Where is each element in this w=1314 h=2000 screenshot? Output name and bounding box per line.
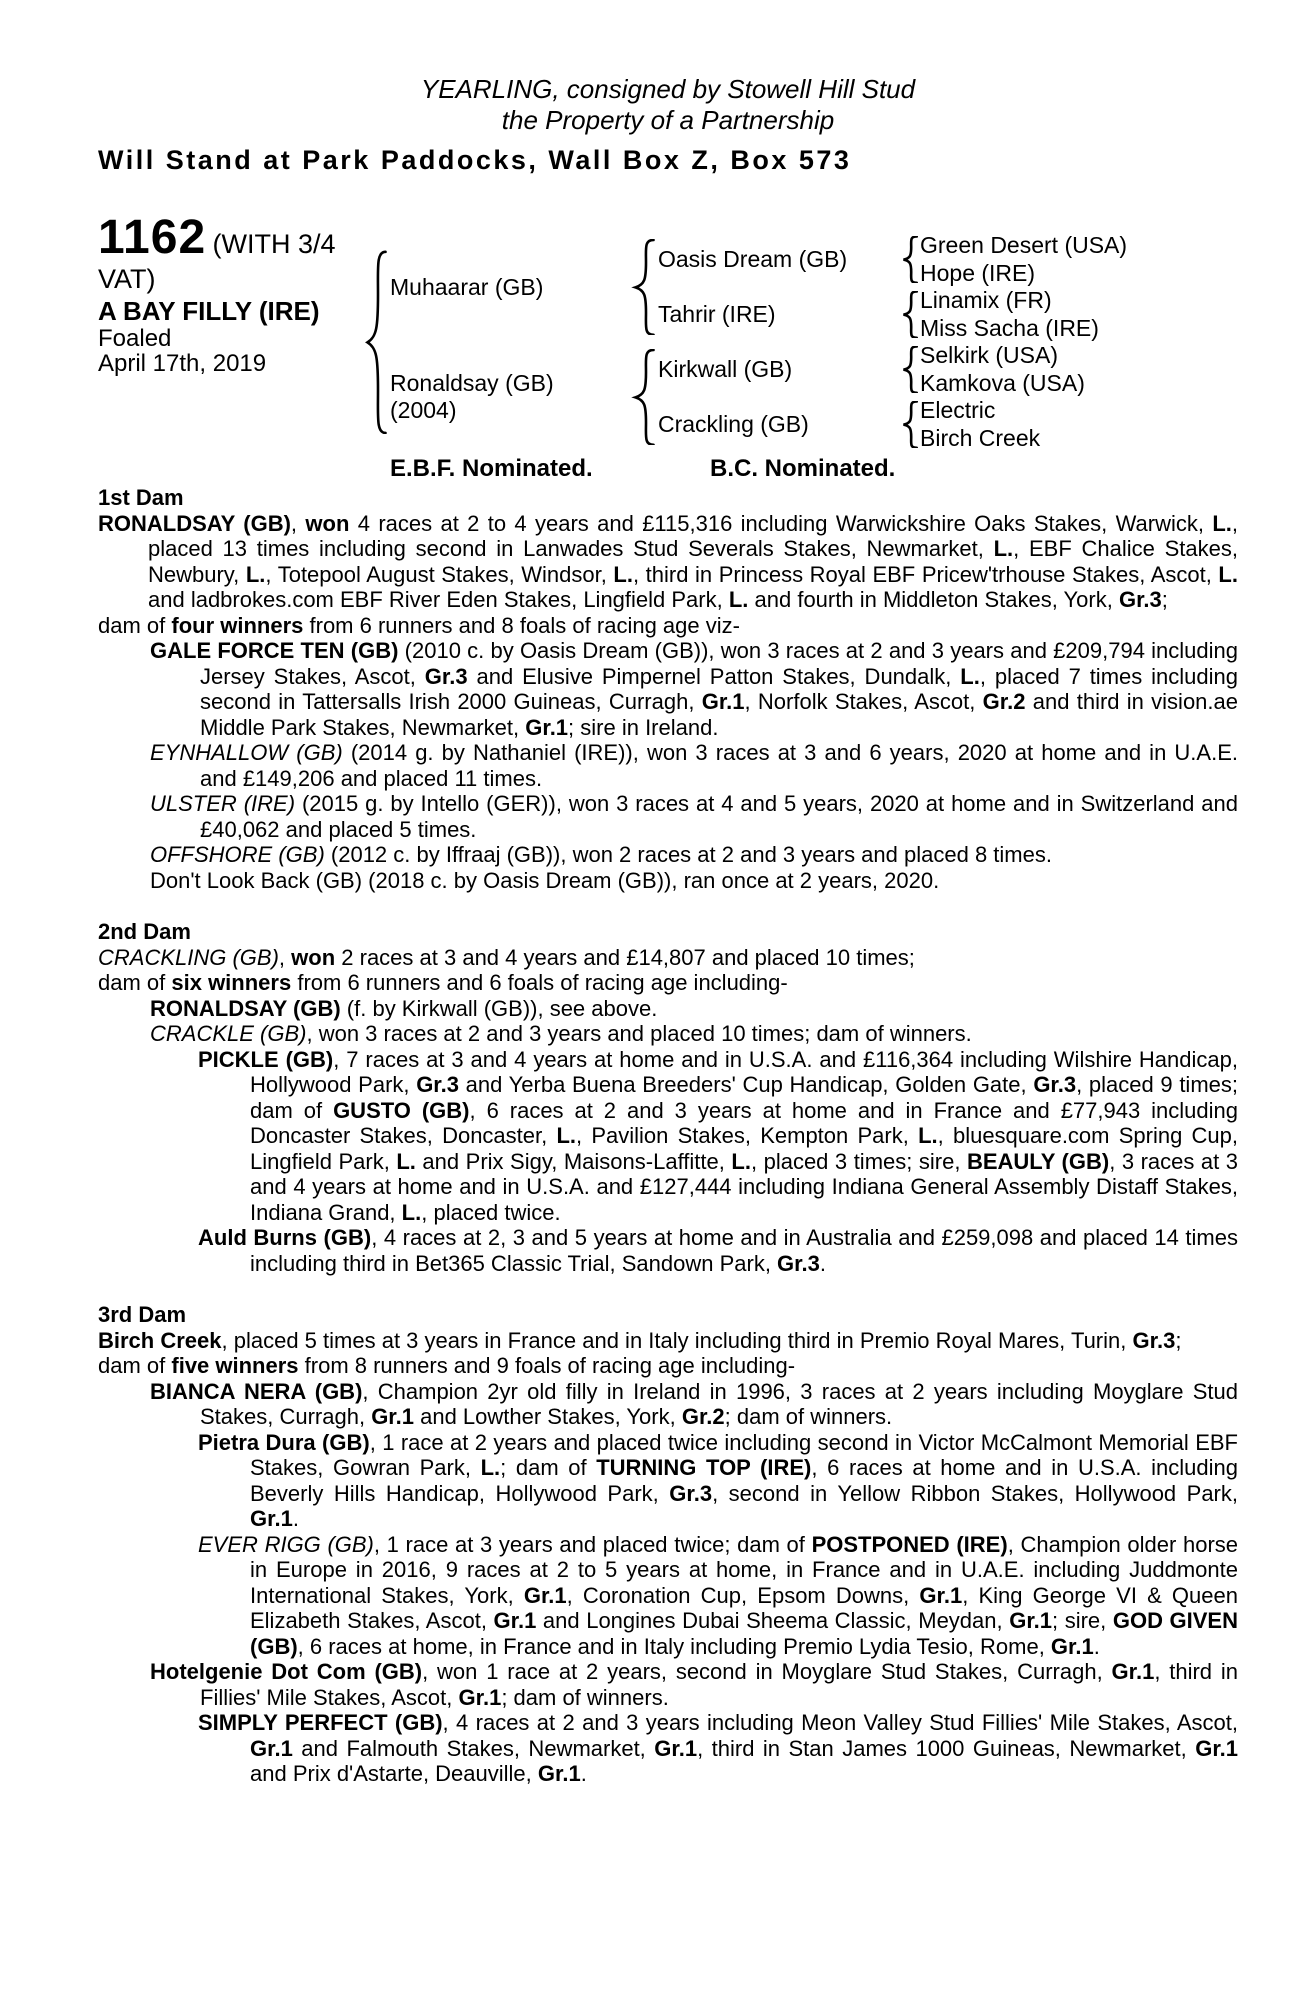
lot-number: 1162 xyxy=(98,211,207,264)
pedigree-brace-small-icon xyxy=(898,342,920,397)
grandsire-sire: Oasis Dream (GB) xyxy=(658,246,848,272)
pedigree-paragraph: Don't Look Back (GB) (2018 c. by Oasis Dream (GB)), ran once at 2 years, 2020. xyxy=(150,867,940,893)
pedigree-paragraph: dam of four winners from 6 runners and 8 foals of racing age viz- xyxy=(98,612,740,638)
pedigree-paragraph: Auld Burns (GB), 4 races at 2, 3 and 5 years at home and in Australia and £259,098 and placed 14 times including third in Bet365 Classic Trial, Sandown Park, Gr.3. xyxy=(198,1225,1238,1276)
pedigree-table xyxy=(98,211,1238,452)
foaled-label: Foaled xyxy=(98,325,172,353)
pedigree-paragraph: GALE FORCE TEN (GB) (2010 c. by Oasis Dream (GB)), won 3 races at 2 and 3 years and £209,794 including Jersey Stakes, Ascot, Gr.3 and Elusive Pimpernel Patton Stakes, Dundalk, L., placed 7 times including second in Tattersalls Irish 2000 Guineas, Curragh, Gr.1, Norfolk Stakes, Ascot, Gr.2 and third in vision.ae Middle Park Stakes, Newmarket, Gr.1; sire in Ireland. xyxy=(150,638,1238,740)
great-granddam: Miss Sacha (IRE) xyxy=(920,314,1099,341)
dam-name-block xyxy=(390,342,628,452)
dam-section-heading: 1st Dam xyxy=(98,485,184,510)
property-line: the Property of a Partnership xyxy=(501,105,835,135)
pedigree-paragraph: dam of six winners from 6 runners and 6 foals of racing age including- xyxy=(98,970,788,995)
pedigree-brace-small-icon xyxy=(898,397,920,452)
pedigree-paragraph: RONALDSAY (GB), won 4 races at 2 to 4 years and £115,316 including Warwickshire Oaks Stakes, Warwick, L., placed 13 times including second in Lanwades Stud Severals Stakes, Newmarket, L., EBF Chalice Stakes, Newbury, L., Totepool August Stakes, Windsor, L., third in Princess Royal EBF Pricew'trhouse Stakes, Ascot, L. and ladbrokes.com EBF River Eden Stakes, Lingfield Park, L. and fourth in Middleton Stakes, York, Gr.3; xyxy=(98,510,1239,612)
great-grandsire: Green Desert (USA) xyxy=(920,232,1128,258)
pedigree-brace-small-icon xyxy=(898,287,920,342)
pedigree-paragraph: BIANCA NERA (GB), Champion 2yr old filly in Ireland in 1996, 3 races at 2 years including Moyglare Stud Stakes, Curragh, Gr.1 and Lowther Stakes, York, Gr.2; dam of winners. xyxy=(150,1378,1238,1429)
pedigree-paragraph: EYNHALLOW (GB) (2014 g. by Nathaniel (IRE)), won 3 races at 3 and 6 years, 2020 at home and in U.A.E. and £149,206 and placed 11 times. xyxy=(150,740,1238,791)
dam-name: Ronaldsay (GB) xyxy=(390,369,554,396)
granddam-sire: Tahrir (IRE) xyxy=(658,301,776,327)
great-grandsire: Selkirk (USA) xyxy=(920,342,1059,368)
pedigree-paragraph: ULSTER (IRE) (2015 g. by Intello (GER)), won 3 races at 4 and 5 years, 2020 at home and in Switzerland and £40,062 and placed 5 times. xyxy=(150,791,1238,842)
pedigree-paragraph: RONALDSAY (GB) (f. by Kirkwall (GB)), see above. xyxy=(150,995,658,1021)
dam-section-heading: 2nd Dam xyxy=(98,919,191,944)
pedigree-paragraph: PICKLE (GB), 7 races at 3 and 4 years at home and in U.S.A. and £116,364 including Wilshire Handicap, Hollywood Park, Gr.3 and Yerba Buena Breeders' Cup Handicap, Golden Gate, Gr.3, placed 9 times; dam of GUSTO (GB), 6 races at 2 and 3 years at home and in France and £77,943 including Doncaster Stakes, Doncaster, L., Pavilion Stakes, Kempton Park, L., bluesquare.com Spring Cup, Lingfield Park, L. and Prix Sigy, Maisons-Laffitte, L., placed 3 times; sire, BEAULY (GB), 3 races at 3 and 4 years at home and in U.S.A. and £127,444 including Indiana General Assembly Distaff Stakes, Indiana Grand, L., placed twice. xyxy=(198,1046,1239,1225)
great-granddam: Hope (IRE) xyxy=(920,259,1036,286)
pedigree-paragraph: CRACKLING (GB), won 2 races at 3 and 4 years and £14,807 and placed 10 times; xyxy=(98,944,915,970)
pedigree-paragraph: Pietra Dura (GB), 1 race at 2 years and placed twice including second in Victor McCalmont Memorial EBF Stakes, Gowran Park, L.; dam of TURNING TOP (IRE), 6 races at home and in U.S.A. including Beverly Hills Handicap, Hollywood Park, Gr.3, second in Yellow Ribbon Stakes, Hollywood Park, Gr.1. xyxy=(198,1429,1239,1531)
granddam-dam: Crackling (GB) xyxy=(658,411,809,437)
great-grandsire: Electric xyxy=(920,397,996,423)
pedigree-brace-dam-icon xyxy=(628,342,658,452)
pedigree-paragraph: Birch Creek, placed 5 times at 3 years in France and in Italy including third in Premio Royal Mares, Turin, Gr.3; xyxy=(98,1327,1182,1353)
pedigree-paragraph: OFFSHORE (GB) (2012 c. by Iffraaj (GB)), won 2 races at 2 and 3 years and placed 8 times. xyxy=(150,842,1052,867)
lot-info xyxy=(98,212,360,452)
stand-location-line: Will Stand at Park Paddocks, Wall Box Z, Box 573 xyxy=(98,145,852,175)
dam-section-heading: 3rd Dam xyxy=(98,1302,187,1327)
grandsire-dam: Kirkwall (GB) xyxy=(658,356,793,382)
pedigree-brace-sire-icon xyxy=(628,232,658,342)
great-granddam: Birch Creek xyxy=(920,424,1041,451)
pedigree-brace-small-icon xyxy=(898,232,920,287)
pedigree-paragraph: Hotelgenie Dot Com (GB), won 1 race at 2 years, second in Moyglare Stud Stakes, Curragh, Gr.1, third in Fillies' Mile Stakes, Ascot, Gr.1; dam of winners. xyxy=(150,1659,1238,1710)
pedigree-paragraph: SIMPLY PERFECT (GB), 4 races at 2 and 3 years including Meon Valley Stud Fillies' Mile Stakes, Ascot, Gr.1 and Falmouth Stakes, Newmarket, Gr.1, third in Stan James 1000 Guineas, Newmarket, Gr.1 and Prix d'Astarte, Deauville, Gr.1. xyxy=(198,1710,1239,1786)
horse-description: A BAY FILLY (IRE) xyxy=(98,296,320,327)
pedigree-paragraph: EVER RIGG (GB), 1 race at 3 years and placed twice; dam of POSTPONED (IRE), Champion older horse in Europe in 2016, 9 races at 2 to 5 years at home, in France and in U.A.E. including Juddmonte International Stakes, York, Gr.1, Coronation Cup, Epsom Downs, Gr.1, King George VI & Queen Elizabeth Stakes, Ascot, Gr.1 and Longines Dubai Sheema Classic, Meydan, Gr.1; sire, GOD GIVEN (GB), 6 races at home, in France and in Italy including Premio Lydia Tesio, Rome, Gr.1. xyxy=(198,1531,1238,1659)
great-granddam: Kamkova (USA) xyxy=(920,369,1085,396)
dam-year: (2004) xyxy=(390,397,457,423)
sire-name: Muhaarar (GB) xyxy=(390,273,544,300)
vat-note: (WITH 3/4 VAT) xyxy=(98,229,336,294)
foaled-date: April 17th, 2019 xyxy=(98,350,267,378)
great-grandsire: Linamix (FR) xyxy=(920,287,1052,313)
nominations-row xyxy=(98,455,1238,482)
pedigree-paragraph: CRACKLE (GB), won 3 races at 2 and 3 years and placed 10 times; dam of winners. xyxy=(150,1021,972,1046)
consignor-line: YEARLING, consigned by Stowell Hill Stud xyxy=(420,74,916,104)
produce-record xyxy=(98,485,1238,1787)
pedigree-paragraph: dam of five winners from 8 runners and 9 foals of racing age including- xyxy=(98,1353,796,1378)
pedigree-brace-main-icon xyxy=(360,232,390,452)
ebf-nomination: E.B.F. Nominated. xyxy=(390,455,593,482)
bc-nomination: B.C. Nominated. xyxy=(710,455,896,482)
